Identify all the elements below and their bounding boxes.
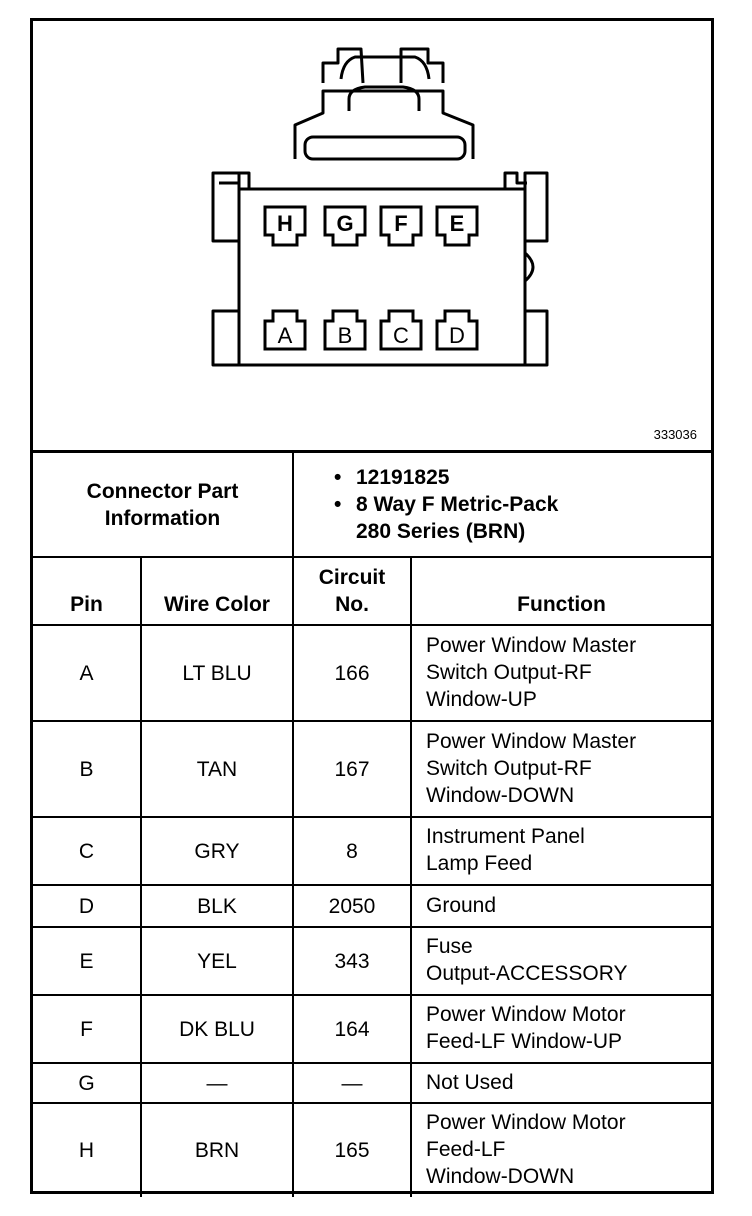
pin-table	[33, 453, 711, 1197]
function-cell: Ground	[411, 885, 711, 927]
pin-label-h: H	[277, 211, 293, 236]
circuit-cell: 2050	[293, 885, 411, 927]
header-row	[33, 557, 711, 625]
function-cell: Power Window Master Switch Output-RF Window-UP	[411, 625, 711, 721]
pin-cell: G	[33, 1063, 141, 1103]
connector-info-row	[33, 453, 711, 557]
circuit-cell: 343	[293, 927, 411, 995]
figure-number: 333036	[653, 427, 697, 442]
circuit-cell: 164	[293, 995, 411, 1063]
header-function: Function	[411, 557, 711, 625]
connector-info-label-line1: Connector Part	[86, 479, 239, 503]
wire-color-cell: YEL	[141, 927, 293, 995]
wire-color-cell: TAN	[141, 721, 293, 817]
pin-label-e: E	[449, 211, 465, 236]
table-row	[33, 885, 711, 927]
wire-color-cell: DK BLU	[141, 995, 293, 1063]
connector-diagram	[33, 21, 711, 453]
pin-cell: A	[33, 625, 141, 721]
function-cell: Power Window Motor Feed-LF Window-UP	[411, 995, 711, 1063]
pin-cell: C	[33, 817, 141, 885]
connector-description-line2: 280 Series (BRN)	[356, 520, 526, 543]
header-pin: Pin	[33, 557, 141, 625]
pin-label-b: B	[337, 323, 353, 348]
header-circuit-line2: No.	[335, 593, 369, 616]
connector-info-label-line2: Information	[104, 506, 221, 530]
header-circuit	[293, 557, 411, 625]
wire-color-cell: BRN	[141, 1103, 293, 1197]
pin-cell: E	[33, 927, 141, 995]
wire-color-cell: BLK	[141, 885, 293, 927]
pin-label-c: C	[393, 323, 409, 348]
pin-label-f: F	[394, 211, 408, 236]
wire-color-cell: LT BLU	[141, 625, 293, 721]
circuit-cell: 165	[293, 1103, 411, 1197]
table-row	[33, 927, 711, 995]
function-cell: Power Window Motor Feed-LF Window-DOWN	[411, 1103, 711, 1197]
connector-description	[356, 491, 711, 545]
pin-label-d: D	[449, 323, 465, 348]
circuit-cell: 166	[293, 625, 411, 721]
pin-cell: H	[33, 1103, 141, 1197]
pin-cavities-top	[265, 207, 477, 245]
table-row	[33, 1103, 711, 1197]
pin-cell: B	[33, 721, 141, 817]
function-cell: Not Used	[411, 1063, 711, 1103]
table-row	[33, 995, 711, 1063]
connector-description-line1: • 8 Way F Metric-Pack	[356, 493, 559, 516]
table-row	[33, 1063, 711, 1103]
pin-label-g: G	[336, 211, 354, 236]
pin-cavities-bottom	[265, 311, 477, 349]
header-circuit-line1: Circuit	[318, 566, 386, 589]
connector-info-label	[33, 453, 293, 557]
function-cell: Fuse Output-ACCESSORY	[411, 927, 711, 995]
connector-face-drawing	[33, 21, 711, 451]
function-cell: Instrument Panel Lamp Feed	[411, 817, 711, 885]
circuit-cell: 167	[293, 721, 411, 817]
table-row	[33, 817, 711, 885]
pin-label-a: A	[277, 323, 293, 348]
function-cell: Power Window Master Switch Output-RF Window-DOWN	[411, 721, 711, 817]
wire-color-cell: GRY	[141, 817, 293, 885]
connector-sheet	[30, 18, 714, 1194]
part-number: • 12191825	[356, 464, 711, 491]
table-row	[33, 721, 711, 817]
connector-info-values	[293, 453, 711, 557]
circuit-cell: —	[293, 1063, 411, 1103]
table-row	[33, 625, 711, 721]
header-wire-color: Wire Color	[141, 557, 293, 625]
pin-cell: F	[33, 995, 141, 1063]
circuit-cell: 8	[293, 817, 411, 885]
pin-cell: D	[33, 885, 141, 927]
wire-color-cell: —	[141, 1063, 293, 1103]
